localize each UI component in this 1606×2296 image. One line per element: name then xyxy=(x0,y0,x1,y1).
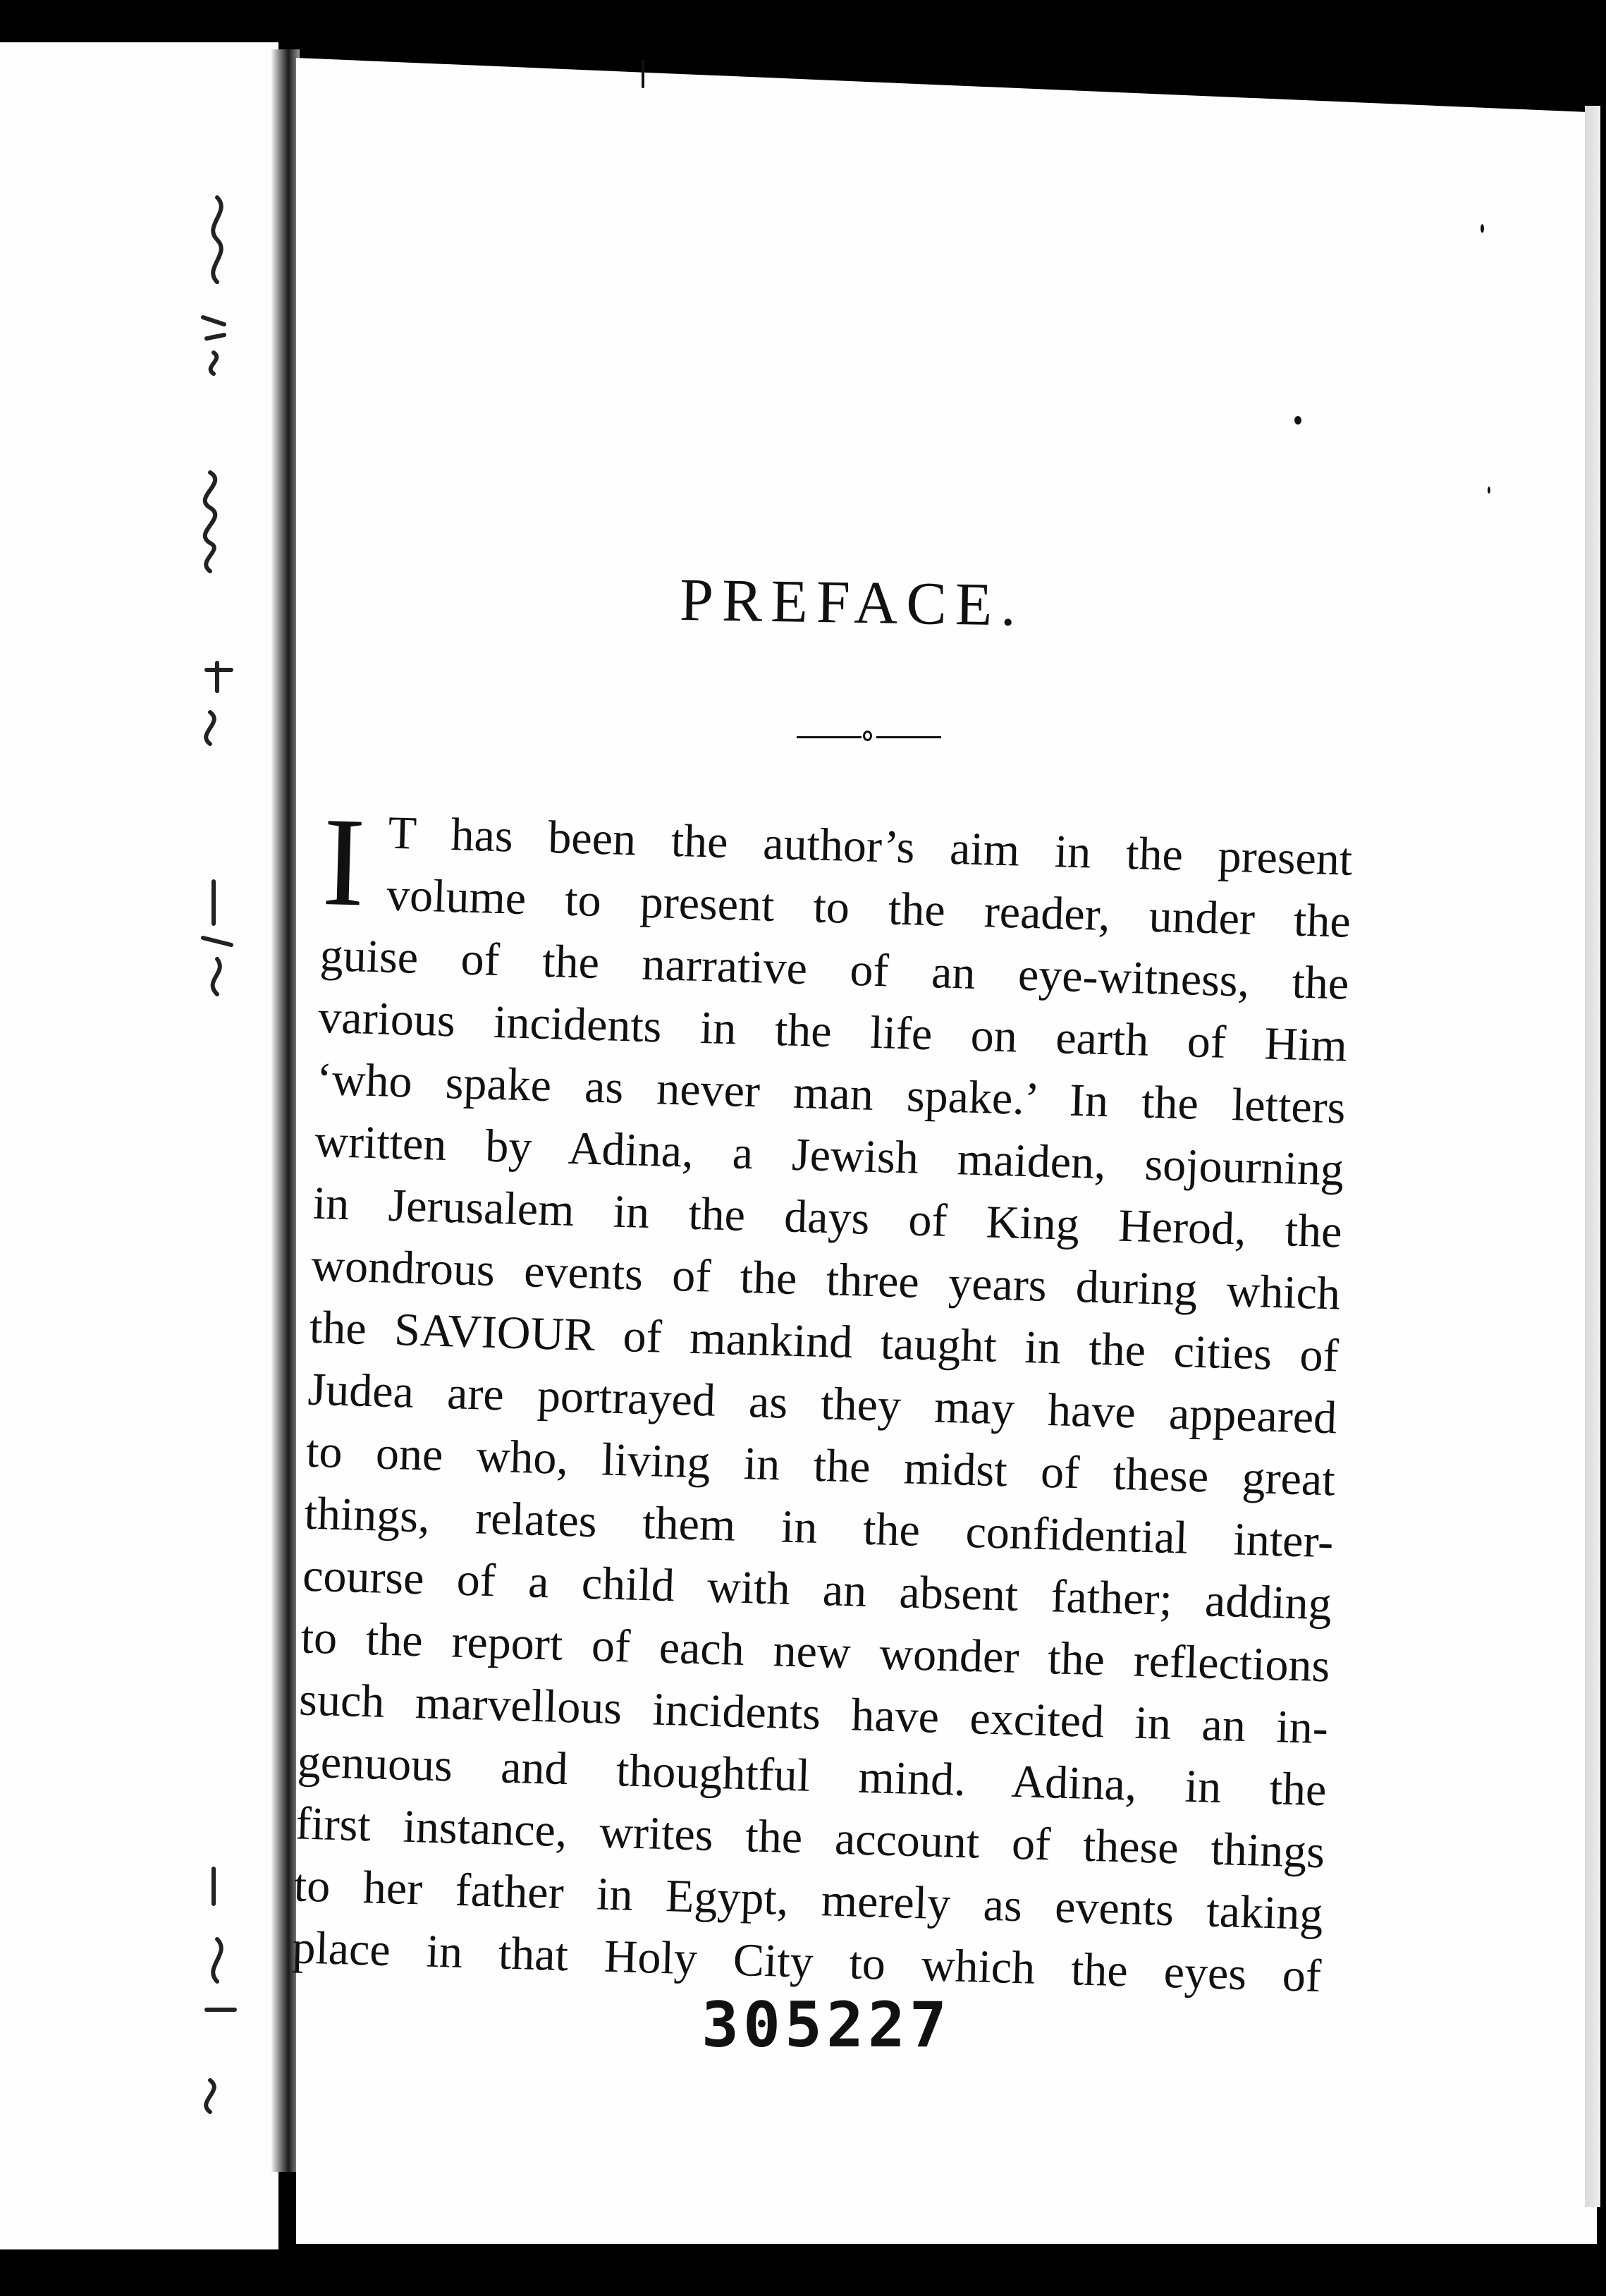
text-line: things, relates them in the confidential inter- xyxy=(303,1487,1335,1568)
text-line: such marvellous incidents have excited in an in- xyxy=(298,1673,1329,1754)
text-line: written by Adina, a Jewish maiden, sojourning xyxy=(314,1115,1344,1196)
text-line: Judea are portrayed as they may have appeared xyxy=(307,1363,1338,1444)
text-line: first instance, writes the account of these things xyxy=(295,1797,1325,1879)
text-line: ‘who spake as never man spake.’ In the letters xyxy=(315,1053,1347,1134)
drop-cap: I xyxy=(320,791,367,933)
preface-body xyxy=(291,791,1354,2008)
text-line: various incidents in the life on earth of Him xyxy=(317,991,1348,1072)
text-line: place in that Holy City to which the eyes of xyxy=(291,1922,1323,2003)
library-stamp-number: 305227 xyxy=(701,1989,951,2061)
title-ornament-rule xyxy=(797,730,941,744)
text-line: course of a child with an absent father; adding xyxy=(302,1549,1332,1630)
text-line: to one who, living in the midst of these great xyxy=(305,1425,1336,1506)
handwritten-margin-note xyxy=(175,176,252,2186)
text-line: T has been the author’s aim in the present xyxy=(387,807,1354,886)
ink-speck xyxy=(1294,416,1301,425)
text-line: the SAVIOUR of mankind taught in the cities of xyxy=(309,1301,1340,1382)
text-line: to the report of each new wonder the reflections xyxy=(300,1611,1331,1692)
text-line: in Jerusalem in the days of King Herod, the xyxy=(312,1177,1343,1258)
handwriting-scribble-icon xyxy=(175,176,252,2186)
page-title: PREFACE. xyxy=(679,565,1025,639)
text-line: guise of the narrative of an eye-witness, the xyxy=(319,929,1350,1010)
ink-speck xyxy=(642,60,644,88)
text-line: genuous and thoughtful mind. Adina, in the xyxy=(296,1735,1328,1816)
text-line: volume to present to the reader, under the xyxy=(386,869,1351,948)
page-edge xyxy=(1585,106,1600,2207)
text-line: wondrous events of the three years during which xyxy=(310,1239,1342,1320)
ink-speck xyxy=(1488,487,1490,494)
ink-speck xyxy=(1481,224,1484,233)
text-line: to her father in Egypt, merely as events taking xyxy=(293,1860,1324,1941)
